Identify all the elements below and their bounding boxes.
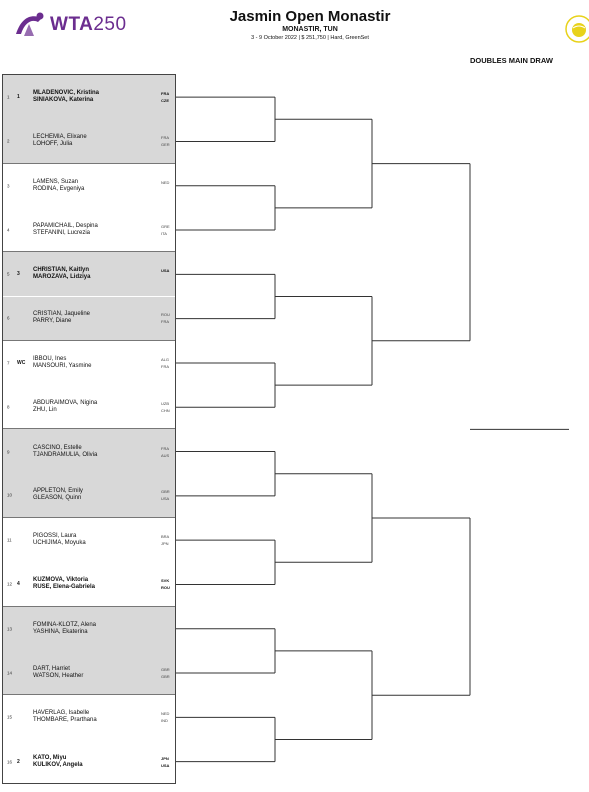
nationality: NED [161,179,170,185]
player-name: YASHINA, Ekaterina [33,628,88,635]
player-name: PAPAMICHAIL, Despina [33,222,98,229]
player-name: KATO, Miyu [33,754,67,761]
nationality: JPN [161,755,169,761]
nationality: GER [161,141,170,147]
entry-number: 7 [7,360,10,366]
player-name: MAROZAVA, Lidziya [33,274,91,281]
entry-number: 11 [7,537,12,543]
tournament-details: 3 - 9 October 2022 | $ 251,750 | Hard, GreenSet [251,35,369,41]
player-name: APPLETON, Emily [33,488,83,495]
player-name: WATSON, Heather [33,672,84,679]
player-name: CHRISTIAN, Kaitlyn [33,267,90,274]
nationality: ROU [161,584,170,590]
player-name: DART, Harriet [33,665,70,672]
nationality: GBR [161,673,170,679]
tournament-location: MONASTIR, TUN [282,26,338,33]
player-name: STEFANINI, Lucrezia [33,229,91,236]
player-name: KULIKOV, Angela [33,761,83,768]
entry-number: 3 [7,183,10,189]
player-name: RODINA, Evgeniya [33,185,85,192]
player-name: CASCINO, Estelle [33,444,82,451]
nationality: GBR [161,489,170,495]
player-name: IBBOU, Ines [33,355,67,362]
player-name: PARRY, Diane [33,318,72,325]
entry-seed: WC [17,359,26,366]
entry-number: 1 [7,94,10,100]
entry-seed: 4 [17,580,20,587]
player-name: ZHU, Lin [33,406,57,413]
nationality: FRA [161,91,170,97]
player-name: PIGOSSI, Laura [33,533,77,540]
entry-number: 14 [7,670,13,676]
player-name: THOMBARE, Prarthana [33,717,97,724]
entry-number: 13 [7,626,13,632]
nationality: ITA [161,230,167,236]
nationality: ALG [161,356,170,362]
nationality: FRA [161,134,169,140]
player-name: GLEASON, Quinn [33,495,82,502]
nationality: GBR [161,666,170,672]
nationality: UZB [161,400,169,406]
player-name: LOHOFF, Julia [33,140,73,147]
entry-number: 10 [7,492,13,498]
entry-seed: 2 [17,758,20,765]
entry-seed: 1 [17,94,20,101]
entry-seed: 3 [17,271,20,278]
player-name: SINIAKOVA, Katerina [33,97,94,104]
nationality: FRA [161,319,169,325]
nationality: IND [161,718,168,724]
entry-number: 16 [7,759,13,765]
nationality: JPN [161,541,169,547]
entry-number: 15 [7,714,13,720]
nationality: USA [161,762,170,768]
player-name: KUZMOVA, Viktoria [33,576,89,583]
player-name: UCHIJIMA, Moyuka [33,540,86,547]
entry-number: 4 [7,227,10,233]
nationality: USA [161,496,170,502]
nationality: AUS [161,452,170,458]
nationality: USA [161,268,170,274]
nationality: CZE [161,98,169,104]
player-name: RUSE, Elena-Gabriela [33,583,96,590]
player-name: MLADENOVIC, Kristina [33,90,100,97]
wta-wordmark: WTA250 [50,14,127,35]
entry-number: 8 [7,404,10,410]
player-name: TJANDRAMULIA, Olivia [33,451,98,458]
nationality: ROU [161,312,170,318]
player-name: LAMENS, Suzan [33,178,79,185]
nationality: FRA [161,445,169,451]
nationality: GRE [161,223,170,229]
entry-number: 6 [7,315,10,321]
player-name: MANSOURI, Yasmine [33,362,92,369]
player-name: FOMINA-KLOTZ, Alena [33,621,97,628]
entry-number: 9 [7,449,10,455]
player-name: HAVERLAG, Isabelle [33,710,90,717]
entry-number: 2 [7,138,10,144]
player-name: ABDURAIMOVA, Nigina [33,399,98,406]
nationality: BRA [161,534,170,540]
player-name: LECHEMIA, Elixane [33,133,87,140]
nationality: FRA [161,363,169,369]
draw-type-label: DOUBLES MAIN DRAW [470,56,553,65]
entry-number: 12 [7,581,13,587]
entry-number: 5 [7,271,10,277]
nationality: CHN [161,407,170,413]
player-name: CRISTIAN, Jaqueline [33,311,91,318]
nationality: SVK [161,577,170,583]
tournament-title: Jasmin Open Monastir [229,8,391,25]
nationality: NED [161,711,170,717]
